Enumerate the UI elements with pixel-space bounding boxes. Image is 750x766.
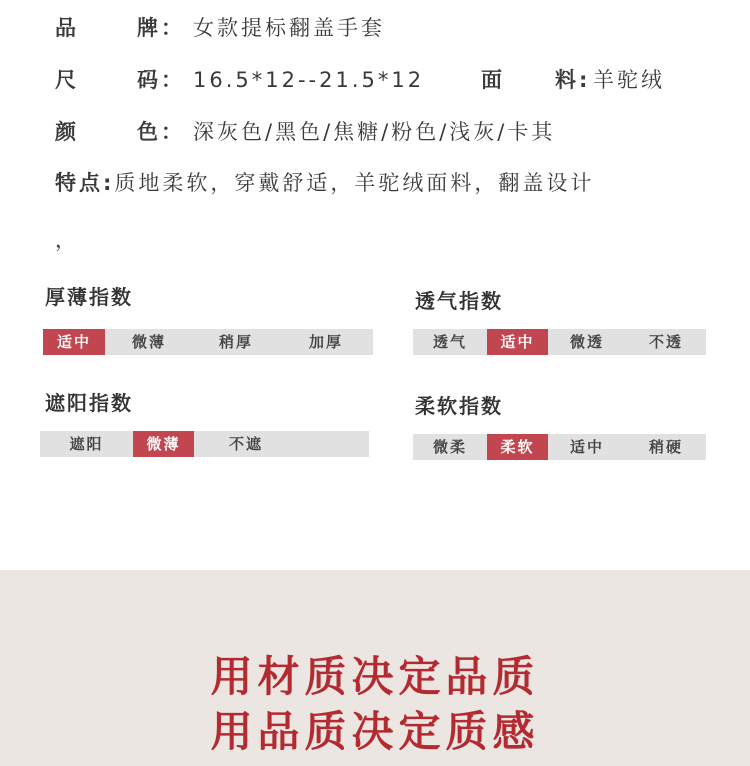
features-label: 特点: (55, 171, 115, 195)
features-value: 质地柔软，穿戴舒适，羊驼绒面料，翻盖设计 (114, 171, 595, 195)
spec-features-row (55, 168, 594, 198)
color-value: 深灰色/黑色/焦糖/粉色/浅灰/卡其 (193, 120, 556, 144)
breathability-option: 微透 (569, 333, 604, 351)
size-label-b: 码： (137, 68, 185, 92)
brand-label-b: 牌： (137, 16, 185, 40)
material-label-a: 面 (481, 68, 505, 92)
thickness-option: 微薄 (131, 333, 166, 351)
breathability-option: 透气 (432, 333, 467, 351)
breathability-index-title: 透气指数 (415, 289, 503, 313)
color-label-b: 色： (137, 120, 185, 144)
color-label-a: 颜 (55, 120, 79, 144)
thickness-option: 加厚 (308, 333, 343, 351)
softness-index-title: 柔软指数 (415, 394, 503, 418)
shading-option: 不遮 (228, 435, 263, 453)
thickness-index-bar (43, 329, 373, 355)
softness-option: 稍硬 (648, 438, 683, 456)
softness-option: 微柔 (432, 438, 467, 456)
slogan-line-2: 用品质决定质感 (210, 707, 540, 756)
softness-option: 柔软 (487, 434, 548, 460)
material-label-b: 料: (555, 68, 591, 92)
thickness-option: 稍厚 (218, 333, 253, 351)
slogan-banner (0, 570, 750, 766)
breathability-index-bar (413, 329, 706, 355)
material-value: 羊驼绒 (593, 68, 665, 92)
slogan-line-1: 用材质决定品质 (210, 652, 540, 701)
shading-option: 遮阳 (69, 435, 104, 453)
size-label-a: 尺 (55, 68, 79, 92)
brand-value: 女款提标翻盖手套 (193, 16, 385, 40)
shading-option: 微薄 (133, 431, 194, 457)
softness-index-bar (413, 434, 706, 460)
brand-label-a: 品 (55, 16, 79, 40)
thickness-option: 适中 (43, 329, 105, 355)
breathability-option: 适中 (487, 329, 548, 355)
shading-index-bar (40, 431, 369, 457)
thickness-index-title: 厚薄指数 (45, 285, 133, 309)
stray-comma: ， (55, 228, 76, 252)
softness-option: 适中 (569, 438, 604, 456)
shading-index-title: 遮阳指数 (45, 391, 133, 415)
size-value: 16.5*12--21.5*12 (193, 68, 425, 92)
breathability-option: 不透 (648, 333, 683, 351)
